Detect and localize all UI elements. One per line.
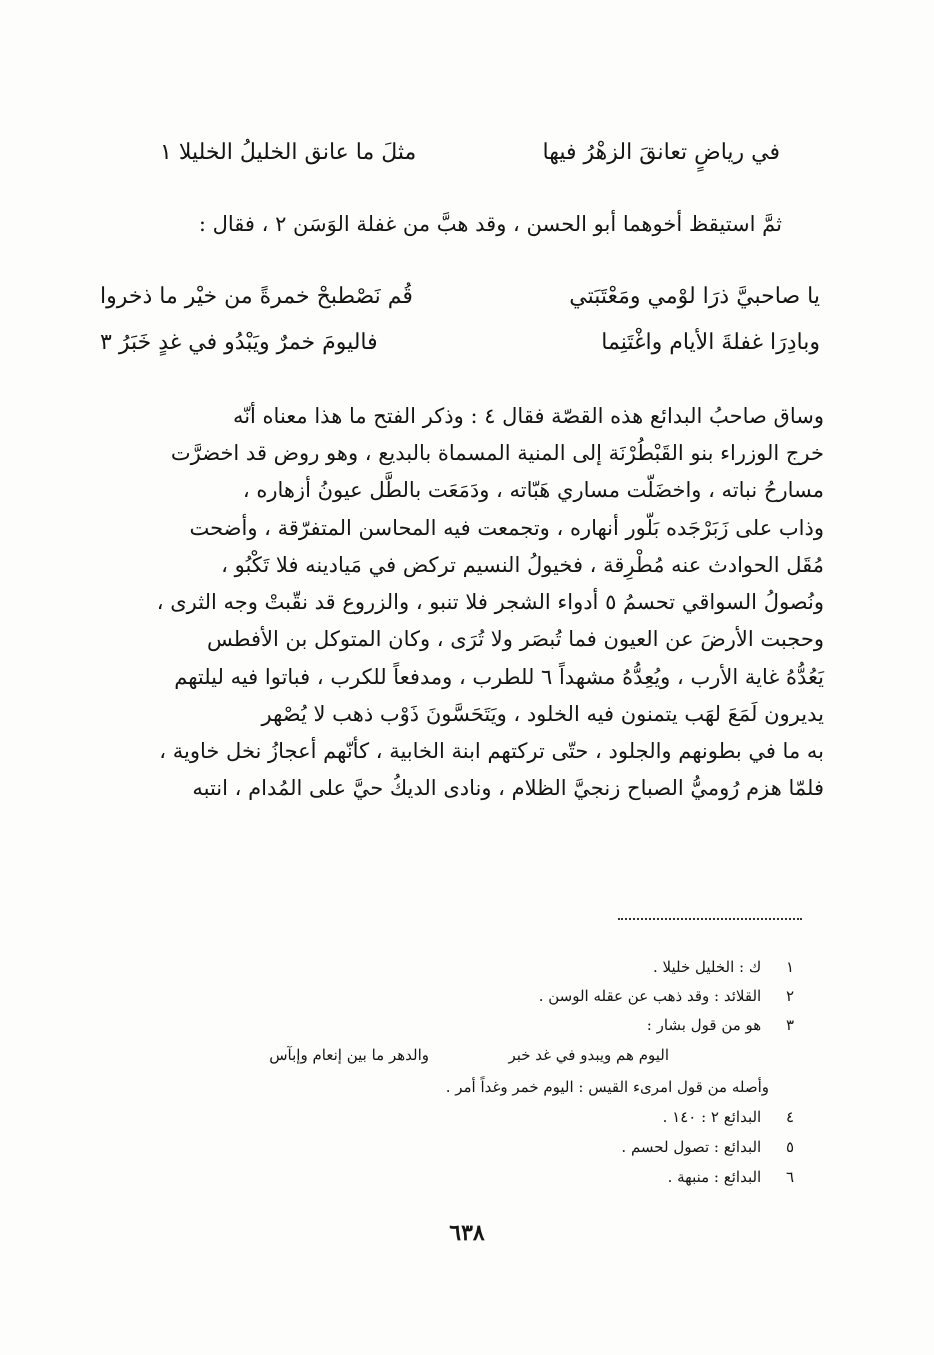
footnote-text: البدائع : تصول لحسم . bbox=[621, 1138, 762, 1156]
verse-1-first-hemistich: في رياضٍ تعانقَ الزهْرُ فيها bbox=[542, 140, 780, 165]
footnote-text: القلائد : وقد ذهب عن عقله الوسن . bbox=[538, 987, 762, 1005]
prose-line-1: وساق صاحبُ البدائع هذه القصّة فقال ٤ : وذكر الفتح ما هذا معناه أنّه bbox=[232, 404, 824, 428]
intro-line: ثمَّ استيقظ أخوهما أبو الحسن ، وقد هبَّ من غفلة الوَسَن ٢ ، فقال : bbox=[198, 212, 782, 236]
footnote-number: ١ bbox=[785, 958, 794, 976]
footnote-text: ك : الخليل خليلا . bbox=[652, 958, 762, 976]
verse-1 bbox=[160, 140, 780, 180]
footnote-number: ٢ bbox=[785, 987, 794, 1005]
footnote-5 bbox=[621, 1138, 794, 1156]
prose-line-3: مسارحُ نباته ، واخضَلّت مساري هَبّاته ، ودَمَعَت بالطَّل عيونُ أزهاره ، bbox=[242, 478, 824, 502]
footnote-text: البدائع ٢ : ١٤٠ . bbox=[662, 1108, 762, 1126]
prose-line-7: وحجبت الأرضَ عن العيون فما تُبصَر ولا تُرَى ، وكان المتوكل بن الأفطس bbox=[207, 627, 824, 651]
prose-line-2: خرج الوزراء بنو القَبْطُرْنَة إلى المنية المسماة بالبديع ، وهو روض قد اخضرَّت bbox=[170, 441, 824, 465]
prose-line-8: يَعُدُّهُ غاية الأرب ، ويُعِدُّهُ مشهداً ٦ للطرب ، ومدفعاً للكرب ، فباتوا فيه ليلتهم bbox=[174, 665, 824, 689]
footnote-2 bbox=[539, 987, 794, 1005]
footnote-number: ٦ bbox=[785, 1168, 794, 1186]
prose-line-4: وذاب على زَبَرْجَده بَلّور أنهاره ، وتجمعت فيه المحاسن المتفرّقة ، وأضحت bbox=[189, 516, 824, 540]
footnote-3-continued bbox=[446, 1078, 769, 1096]
footnote-6 bbox=[668, 1168, 794, 1186]
footnote-text: البدائع : منبهة . bbox=[667, 1168, 762, 1186]
footnote-separator bbox=[618, 918, 802, 920]
prose-line-10: به ما في بطونهم والجلود ، حتّى تركتهم ابنة الخابية ، كأنّهم أعجازُ نخل خاوية ، bbox=[159, 739, 824, 763]
footnote-number: ٤ bbox=[785, 1108, 794, 1126]
footnote-text: وأصله من قول امرىء القيس : اليوم خمر وغداً أمر . bbox=[445, 1078, 769, 1096]
poem-line-2 bbox=[100, 330, 820, 370]
footnote-3 bbox=[647, 1016, 794, 1034]
poem-line-1-first-hemistich: يا صاحبيَّ ذرَا لوْمي ومَعْتَبَتي bbox=[569, 284, 820, 309]
poem-line-1-second-hemistich: قُم نَصْطبحْ خمرةً من خيْر ما ذخروا bbox=[100, 284, 413, 309]
poem-line-2-first-hemistich: وبادِرَا غفلةَ الأيام واغْتَنِما bbox=[601, 330, 820, 355]
page-number: ٦٣٨ bbox=[449, 1220, 485, 1246]
prose-line-9: يديرون لَمَعَ لهَب يتمنون فيه الخلود ، ويَتَحَسَّونَ ذَوْب ذهب لا يُصْهر bbox=[261, 702, 824, 726]
prose-line-11: فلمّا هزم رُوميُّ الصباح زنجيَّ الظلام ، ونادى الديكُ حيَّ على المُدام ، انتبه bbox=[192, 776, 824, 800]
verse-1-second-hemistich: مثلَ ما عانق الخليلُ الخليلا ١ bbox=[160, 140, 417, 165]
footnote-number: ٣ bbox=[785, 1016, 794, 1034]
footnote-1 bbox=[653, 958, 794, 976]
poem-line-2-second-hemistich: فاليومَ خمرٌ ويَبْدُو في غدٍ خَبَرُ ٣ bbox=[100, 330, 378, 355]
poem-line-1 bbox=[100, 284, 820, 324]
footnote-number: ٥ bbox=[785, 1138, 794, 1156]
prose-line-5: مُقَل الحوادث عنه مُطْرِقة ، فخيولُ النسيم تركض في مَيادينه فلا تَكْبُو ، bbox=[221, 553, 824, 577]
footnote-text: هو من قول بشار : bbox=[646, 1016, 762, 1034]
footnote-verse-first-hemistich: اليوم هم ويبدو في غد خبر bbox=[508, 1046, 669, 1064]
prose-line-6: ونُصولُ السواقي تحسمُ ٥ أدواء الشجر فلا تنبو ، والزروع قد نقّبتْ وجه الثرى ، bbox=[156, 590, 824, 614]
footnote-4 bbox=[663, 1108, 794, 1126]
footnote-verse-second-hemistich: والدهر ما بين إنعام وإبآس bbox=[269, 1046, 429, 1064]
